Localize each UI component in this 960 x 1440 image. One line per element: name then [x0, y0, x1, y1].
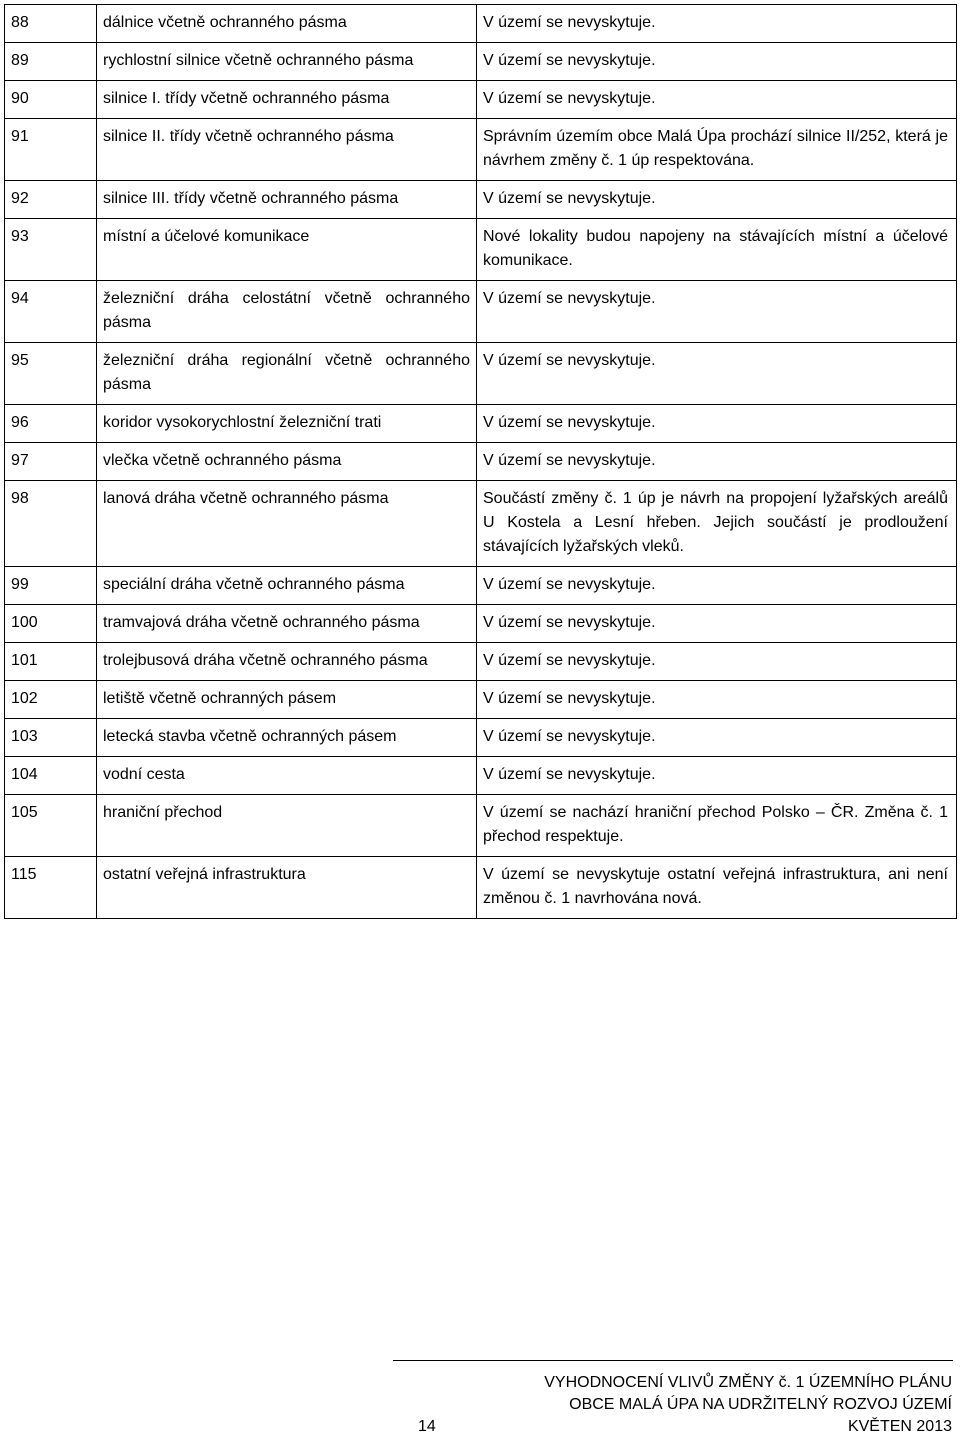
table-row — [5, 119, 957, 181]
row-item: koridor vysokorychlostní železniční trati — [97, 405, 477, 443]
row-number: 94 — [5, 281, 97, 343]
row-number: 102 — [5, 681, 97, 719]
row-item: vlečka včetně ochranného pásma — [97, 443, 477, 481]
row-item: železniční dráha regionální včetně ochranného pásma — [97, 343, 477, 405]
table-row — [5, 343, 957, 405]
row-evaluation: V území se nevyskytuje. — [477, 719, 957, 757]
row-number: 89 — [5, 43, 97, 81]
row-item: silnice II. třídy včetně ochranného pásma — [97, 119, 477, 181]
row-evaluation: V území se nevyskytuje ostatní veřejná infrastruktura, ani není změnou č. 1 navrhována nová. — [477, 857, 957, 919]
row-number: 97 — [5, 443, 97, 481]
row-item: trolejbusová dráha včetně ochranného pásma — [97, 643, 477, 681]
row-evaluation: V území se nevyskytuje. — [477, 43, 957, 81]
row-item: ostatní veřejná infrastruktura — [97, 857, 477, 919]
row-item: železniční dráha celostátní včetně ochranného pásma — [97, 281, 477, 343]
table-row — [5, 81, 957, 119]
row-evaluation: V území se nevyskytuje. — [477, 343, 957, 405]
row-item: rychlostní silnice včetně ochranného pásma — [97, 43, 477, 81]
table-row — [5, 181, 957, 219]
footer-line-1: VYHODNOCENÍ VLIVŮ ZMĚNY č. 1 ÚZEMNÍHO PLÁNU — [544, 1374, 952, 1391]
row-number: 115 — [5, 857, 97, 919]
row-number: 92 — [5, 181, 97, 219]
row-number: 104 — [5, 757, 97, 795]
row-number: 88 — [5, 5, 97, 43]
row-item: tramvajová dráha včetně ochranného pásma — [97, 605, 477, 643]
limits-table — [4, 4, 957, 919]
row-evaluation: Nové lokality budou napojeny na stávajících místní a účelové komunikace. — [477, 219, 957, 281]
table-row — [5, 857, 957, 919]
table-row — [5, 281, 957, 343]
row-evaluation: V území se nevyskytuje. — [477, 681, 957, 719]
row-number: 98 — [5, 481, 97, 567]
table-body — [5, 5, 957, 919]
row-item: silnice III. třídy včetně ochranného pásma — [97, 181, 477, 219]
row-number: 96 — [5, 405, 97, 443]
row-number: 99 — [5, 567, 97, 605]
row-evaluation: V území se nevyskytuje. — [477, 605, 957, 643]
row-evaluation: V území se nevyskytuje. — [477, 81, 957, 119]
row-number: 95 — [5, 343, 97, 405]
row-evaluation: Správním územím obce Malá Úpa prochází silnice II/252, která je návrhem změny č. 1 úp respektována. — [477, 119, 957, 181]
row-item: vodní cesta — [97, 757, 477, 795]
row-evaluation: Součástí změny č. 1 úp je návrh na propojení lyžařských areálů U Kostela a Lesní hřeben. Jejich součástí je prodloužení stávajících lyžařských vleků. — [477, 481, 957, 567]
row-item: hraniční přechod — [97, 795, 477, 857]
table-row — [5, 681, 957, 719]
row-item: silnice I. třídy včetně ochranného pásma — [97, 81, 477, 119]
row-evaluation: V území se nevyskytuje. — [477, 757, 957, 795]
row-number: 105 — [5, 795, 97, 857]
table-row — [5, 405, 957, 443]
row-item: speciální dráha včetně ochranného pásma — [97, 567, 477, 605]
page-footer — [0, 1356, 960, 1440]
footer-line-2: OBCE MALÁ ÚPA NA UDRŽITELNÝ ROZVOJ ÚZEMÍ — [569, 1396, 952, 1413]
row-evaluation: V území se nevyskytuje. — [477, 443, 957, 481]
row-number: 90 — [5, 81, 97, 119]
footer-document-title — [544, 1372, 952, 1438]
row-evaluation: V území se nevyskytuje. — [477, 181, 957, 219]
row-evaluation: V území se nevyskytuje. — [477, 567, 957, 605]
row-evaluation: V území se nevyskytuje. — [477, 405, 957, 443]
row-number: 93 — [5, 219, 97, 281]
row-number: 100 — [5, 605, 97, 643]
row-evaluation: V území se nevyskytuje. — [477, 643, 957, 681]
row-number: 103 — [5, 719, 97, 757]
row-evaluation: V území se nevyskytuje. — [477, 5, 957, 43]
row-item: lanová dráha včetně ochranného pásma — [97, 481, 477, 567]
row-number: 101 — [5, 643, 97, 681]
row-item: letecká stavba včetně ochranných pásem — [97, 719, 477, 757]
page-number: 14 — [418, 1418, 436, 1435]
table-row — [5, 481, 957, 567]
row-item: dálnice včetně ochranného pásma — [97, 5, 477, 43]
table-row — [5, 719, 957, 757]
table-row — [5, 567, 957, 605]
table-row — [5, 605, 957, 643]
table-row — [5, 219, 957, 281]
row-item: letiště včetně ochranných pásem — [97, 681, 477, 719]
table-row — [5, 443, 957, 481]
row-item: místní a účelové komunikace — [97, 219, 477, 281]
footer-divider — [393, 1360, 953, 1361]
row-number: 91 — [5, 119, 97, 181]
row-evaluation: V území se nachází hraniční přechod Polsko – ČR. Změna č. 1 přechod respektuje. — [477, 795, 957, 857]
table-row — [5, 43, 957, 81]
footer-line-3: KVĚTEN 2013 — [847, 1418, 952, 1435]
table-row — [5, 5, 957, 43]
table-row — [5, 795, 957, 857]
table-row — [5, 643, 957, 681]
row-evaluation: V území se nevyskytuje. — [477, 281, 957, 343]
table-row — [5, 757, 957, 795]
